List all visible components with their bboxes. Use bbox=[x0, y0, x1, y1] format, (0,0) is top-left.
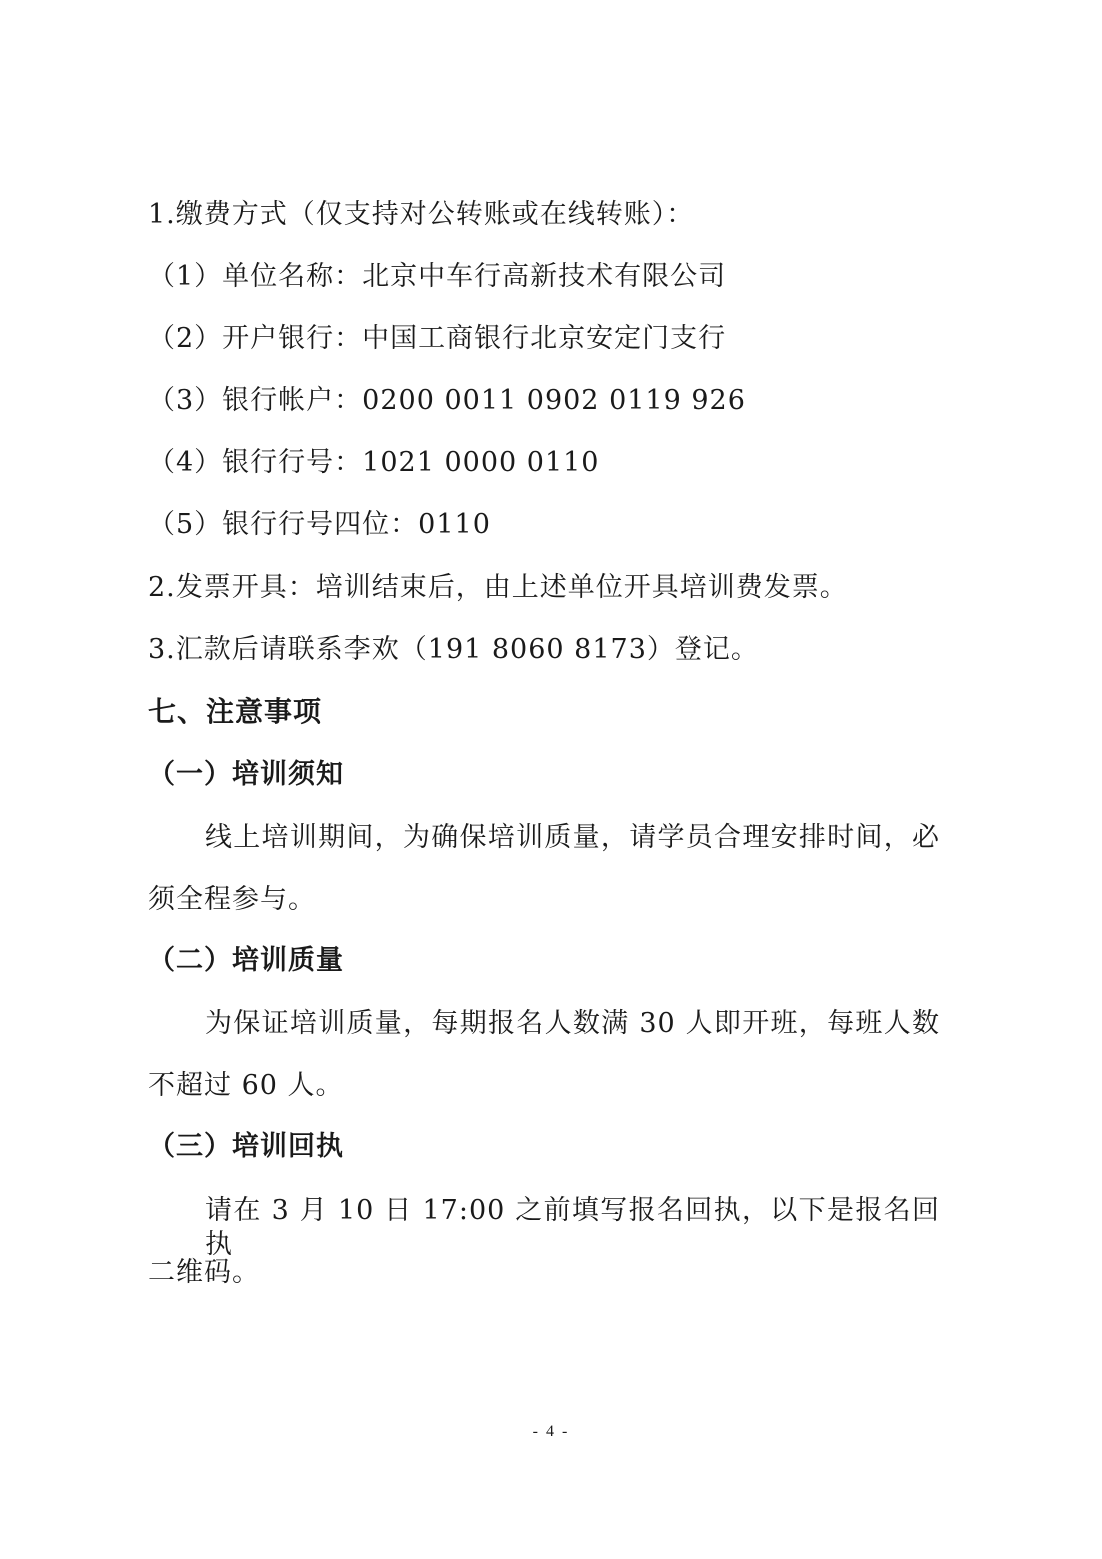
training-receipt-paragraph-line2: 二维码。 bbox=[148, 1257, 260, 1288]
subsection-title-training-quality: （二）培训质量 bbox=[148, 945, 344, 976]
section-heading-notes: 七、注意事项 bbox=[148, 695, 323, 728]
account-line: （3）银行帐户：0200 0011 0902 0119 926 bbox=[148, 385, 746, 416]
invoice-line: 2.发票开具：培训结束后，由上述单位开具培训费发票。 bbox=[148, 572, 848, 603]
payment-method-line: 1.缴费方式（仅支持对公转账或在线转账）： bbox=[148, 199, 695, 230]
training-receipt-paragraph-line1: 请在 3 月 10 日 17:00 之前填写报名回执，以下是报名回执 bbox=[205, 1195, 940, 1260]
bank-line: （2）开户银行：中国工商银行北京安定门支行 bbox=[148, 323, 727, 354]
training-notice-paragraph-line2: 须全程参与。 bbox=[148, 884, 316, 915]
training-quality-paragraph-line1: 为保证培训质量，每期报名人数满 30 人即开班，每班人数 bbox=[205, 1008, 940, 1039]
subsection-title-training-receipt: （三）培训回执 bbox=[148, 1131, 344, 1162]
bank-code-four-line: （5）银行行号四位：0110 bbox=[148, 509, 491, 540]
company-name-line: （1）单位名称：北京中车行高新技术有限公司 bbox=[148, 261, 727, 292]
training-notice-paragraph-line1: 线上培训期间，为确保培训质量，请学员合理安排时间，必 bbox=[205, 822, 940, 853]
page-number: - 4 - bbox=[532, 1423, 570, 1440]
contact-line: 3.汇款后请联系李欢（191 8060 8173）登记。 bbox=[148, 634, 759, 665]
training-quality-paragraph-line2: 不超过 60 人。 bbox=[148, 1070, 344, 1101]
subsection-title-training-notice: （一）培训须知 bbox=[148, 759, 344, 790]
bank-code-line: （4）银行行号：1021 0000 0110 bbox=[148, 447, 600, 478]
